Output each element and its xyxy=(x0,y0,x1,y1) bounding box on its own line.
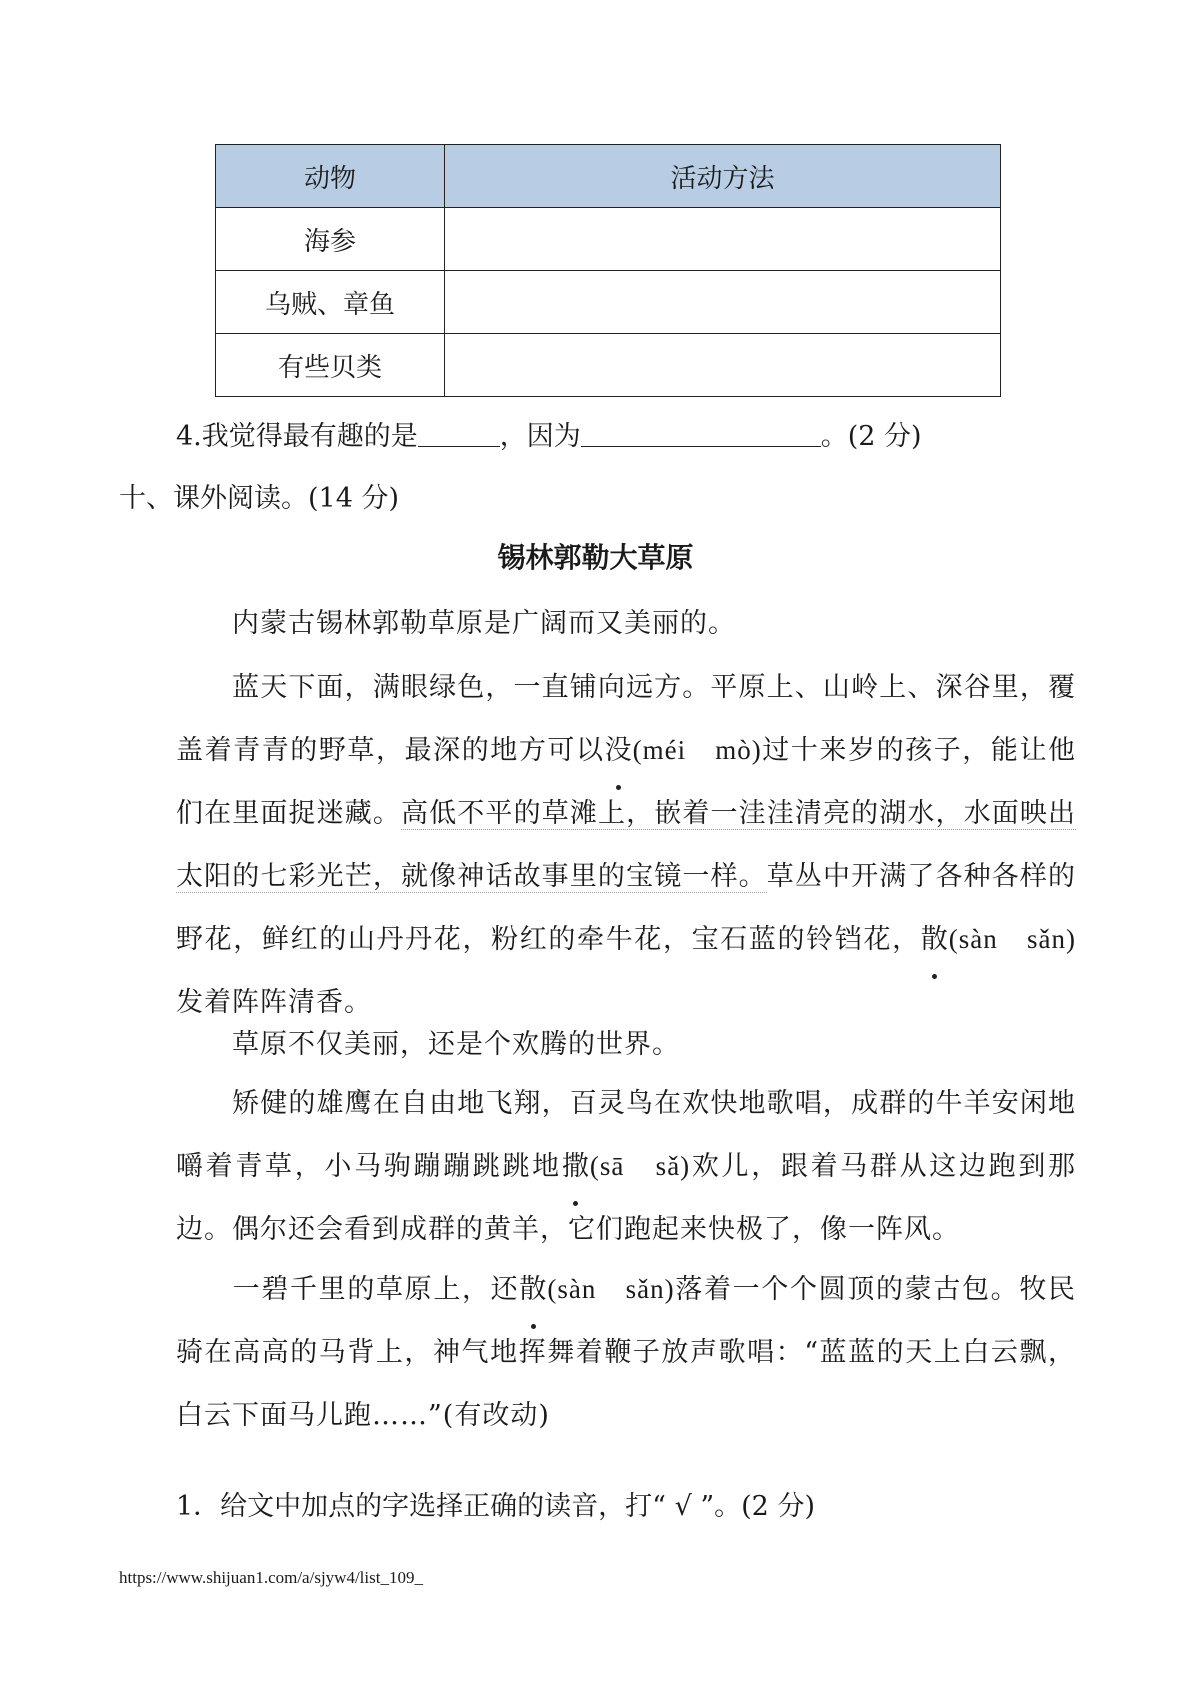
paragraph-1 xyxy=(176,592,1076,655)
paragraph-4 xyxy=(176,1072,1076,1261)
question-4 xyxy=(176,414,922,453)
pinyin-options-3[interactable]: (sā sǎ) xyxy=(589,1151,691,1181)
paragraph-4-text-a: 矫健的雄鹰在自由地飞翔，百灵鸟在欢快地歌唱，成群的牛羊安闲地嚼着青草，小马驹蹦蹦跳跳地 xyxy=(176,1088,1076,1182)
passage-title: 锡林郭勒大草原 xyxy=(497,541,694,574)
paragraph-2 xyxy=(176,656,1076,1034)
underlined-sentence: 高低不平的草滩上，嵌着一洼洼清亮的湖水，水面映出太阳的七彩光芒，就像神话故事里的宝镜一样。 xyxy=(176,798,1077,892)
question-4-middle: ，因为 xyxy=(499,421,581,452)
table-cell-method[interactable] xyxy=(445,208,1001,271)
dotted-char-san-2: 散 xyxy=(519,1258,547,1321)
pinyin-options-2[interactable]: (sàn sǎn) xyxy=(948,924,1077,954)
paragraph-2-text-c: 草丛中开满了各种各样的野花，鲜红的山丹丹花，粉红的牵牛花，宝石蓝的铃铛花， xyxy=(176,861,1077,955)
paragraph-3 xyxy=(176,1013,1076,1076)
table-header-row xyxy=(216,145,1001,208)
table-row xyxy=(216,208,1001,271)
dotted-char-san-1: 散 xyxy=(921,908,949,971)
paragraph-5-text-b: 落着一个个圆顶的蒙古包。牧民骑在高高的马背上，神气地挥舞着鞭子放声歌唱：“蓝蓝的天上白云飘，白云下面马儿跑……”(有改动) xyxy=(176,1274,1077,1431)
table-row xyxy=(216,271,1001,334)
table-row xyxy=(216,334,1001,397)
answer-blank-2[interactable] xyxy=(581,420,821,447)
table-cell-method[interactable] xyxy=(445,271,1001,334)
pinyin-options-4[interactable]: (sàn sǎn) xyxy=(547,1274,675,1304)
paragraph-2-text-a: 蓝天下面，满眼绿色，一直铺向远方。平原上、山岭上、深谷里，覆盖着青青的野草，最深的地方可以 xyxy=(176,672,1076,766)
section-heading: 十、课外阅读。(14 分) xyxy=(119,483,400,514)
table-cell-method[interactable] xyxy=(445,334,1001,397)
table-cell-animal: 有些贝类 xyxy=(216,334,445,397)
pinyin-options-1[interactable]: (méi mò) xyxy=(632,735,762,765)
dotted-char-sa: 撒 xyxy=(562,1135,590,1198)
table-cell-animal: 乌贼、章鱼 xyxy=(216,271,445,334)
animal-activity-table xyxy=(215,144,1001,397)
question-1: 1．给文中加点的字选择正确的读音，打“ √ ”。(2 分) xyxy=(176,1491,815,1522)
table-header-method: 活动方法 xyxy=(445,145,1001,208)
table-header-animal: 动物 xyxy=(216,145,445,208)
dotted-char-mei: 没 xyxy=(605,719,633,782)
paragraph-2-text-d: 发着阵阵清香。 xyxy=(176,987,372,1018)
paragraph-4-text-b: 欢儿，跟着马群从这边跑到那边。偶尔还会看到成群的黄羊，它们跑起来快极了，像一阵风。 xyxy=(176,1151,1077,1245)
paragraph-5 xyxy=(176,1258,1076,1447)
paragraph-5-text-a: 一碧千里的草原上，还 xyxy=(232,1274,520,1305)
table-cell-animal: 海参 xyxy=(216,208,445,271)
answer-blank-1[interactable] xyxy=(418,420,500,447)
paragraph-3-text: 草原不仅美丽，还是个欢腾的世界。 xyxy=(232,1029,680,1060)
footer-url: https://www.shijuan1.com/a/sjyw4/list_109_ xyxy=(119,1568,423,1587)
question-4-prefix: 4.我觉得最有趣的是 xyxy=(176,421,418,452)
paragraph-2-text-b: 过十来岁的孩子，能让他们在里面捉迷藏。 xyxy=(176,735,1077,829)
paragraph-1-text: 内蒙古锡林郭勒草原是广阔而又美丽的。 xyxy=(232,608,736,639)
question-4-suffix: 。(2 分) xyxy=(820,421,922,452)
